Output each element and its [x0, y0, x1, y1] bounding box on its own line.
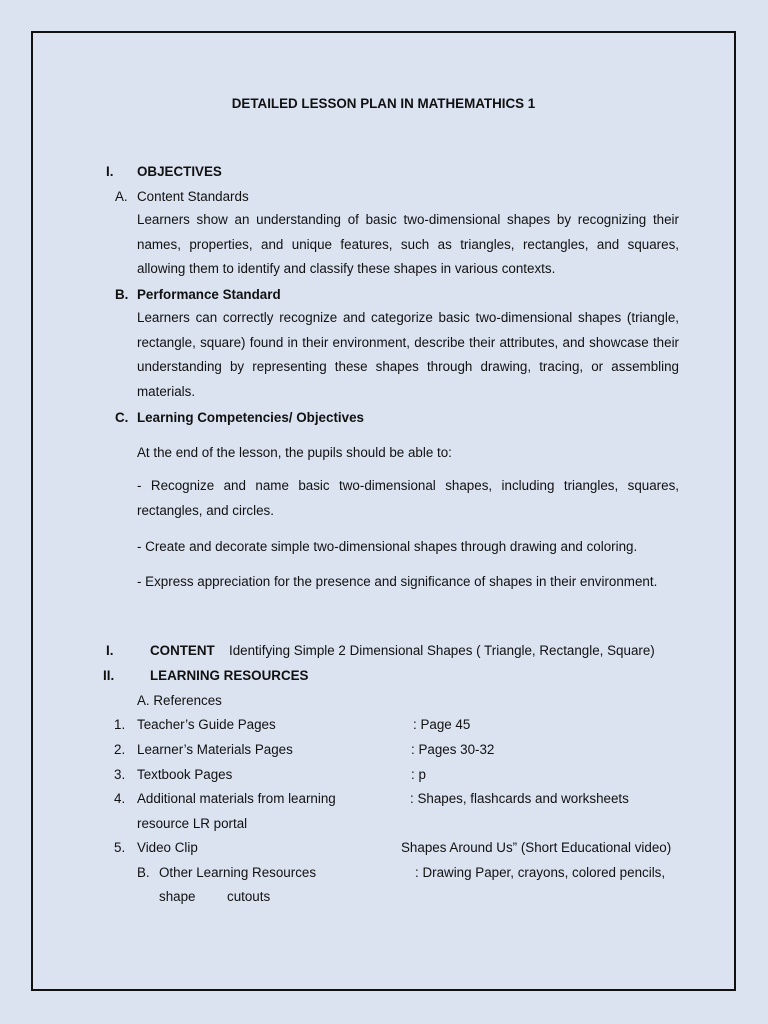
content-standards-text: Learners show an understanding of basic two-dimensional shapes by recognizing their names, properties, and unique features, such as triangles, rectangles, and squares, allowing them to identify and classify these shapes in various contexts. — [137, 212, 679, 277]
document-title: DETAILED LESSON PLAN IN MATHEMATHICS 1 — [231, 96, 536, 111]
resource-value: : Pages 30-32 — [411, 742, 495, 757]
resource-label: Textbook Pages — [137, 767, 233, 782]
resource-label: Additional materials from learning — [137, 791, 336, 806]
performance-standard-heading: Performance Standard — [137, 287, 281, 302]
resource-value: : p — [411, 767, 426, 782]
competency-item: - Create and decorate simple two-dimensional shapes through drawing and coloring. — [137, 539, 638, 554]
resources-numeral: II. — [103, 668, 115, 683]
content-standards-heading: Content Standards — [137, 189, 249, 204]
references-label: A. References — [137, 693, 222, 708]
competencies-letter: C. — [115, 410, 129, 425]
resource-label-continued: resource LR portal — [137, 816, 248, 831]
resource-num: 1. — [114, 717, 126, 732]
resource-num: 5. — [114, 840, 126, 855]
resources-heading: LEARNING RESOURCES — [150, 668, 309, 683]
competencies-intro: At the end of the lesson, the pupils should be able to: — [137, 445, 452, 460]
other-resources-letter: B. — [137, 865, 150, 880]
other-resources-continued: shape — [159, 889, 196, 904]
other-resources-value: : Drawing Paper, crayons, colored pencils, — [415, 865, 666, 880]
content-heading: CONTENT — [150, 643, 215, 658]
resource-value: Shapes Around Us” (Short Educational video) — [401, 840, 672, 855]
resource-num: 3. — [114, 767, 126, 782]
resource-label: Video Clip — [137, 840, 198, 855]
objectives-numeral: I. — [106, 164, 114, 179]
resource-label: Learner’s Materials Pages — [137, 742, 293, 757]
resource-label: Teacher’s Guide Pages — [137, 717, 276, 732]
competency-item: - Recognize and name basic two-dimensional shapes, including triangles, squares, rectangles, and circles. — [137, 478, 679, 518]
competency-item: - Express appreciation for the presence and significance of shapes in their environment. — [137, 574, 658, 589]
other-resources-label: Other Learning Resources — [159, 865, 317, 880]
resource-num: 2. — [114, 742, 126, 757]
content-text: Identifying Simple 2 Dimensional Shapes ( Triangle, Rectangle, Square) — [229, 643, 655, 658]
content-standards-letter: A. — [115, 189, 128, 204]
competencies-heading: Learning Competencies/ Objectives — [137, 410, 364, 425]
resource-value: : Shapes, flashcards and worksheets — [410, 791, 629, 806]
lesson-plan-page — [31, 31, 736, 991]
performance-standard-text: Learners can correctly recognize and categorize basic two-dimensional shapes (triangle, rectangle, square) found in their environment, describe their attributes, and showcase their understanding by representing these shapes through drawing, tracing, or assembling materials. — [137, 310, 679, 399]
other-resources-continued: cutouts — [227, 889, 271, 904]
performance-standard-letter: B. — [115, 287, 129, 302]
resource-num: 4. — [114, 791, 126, 806]
content-numeral: I. — [106, 643, 114, 658]
resource-value: : Page 45 — [413, 717, 471, 732]
objectives-heading: OBJECTIVES — [137, 164, 222, 179]
